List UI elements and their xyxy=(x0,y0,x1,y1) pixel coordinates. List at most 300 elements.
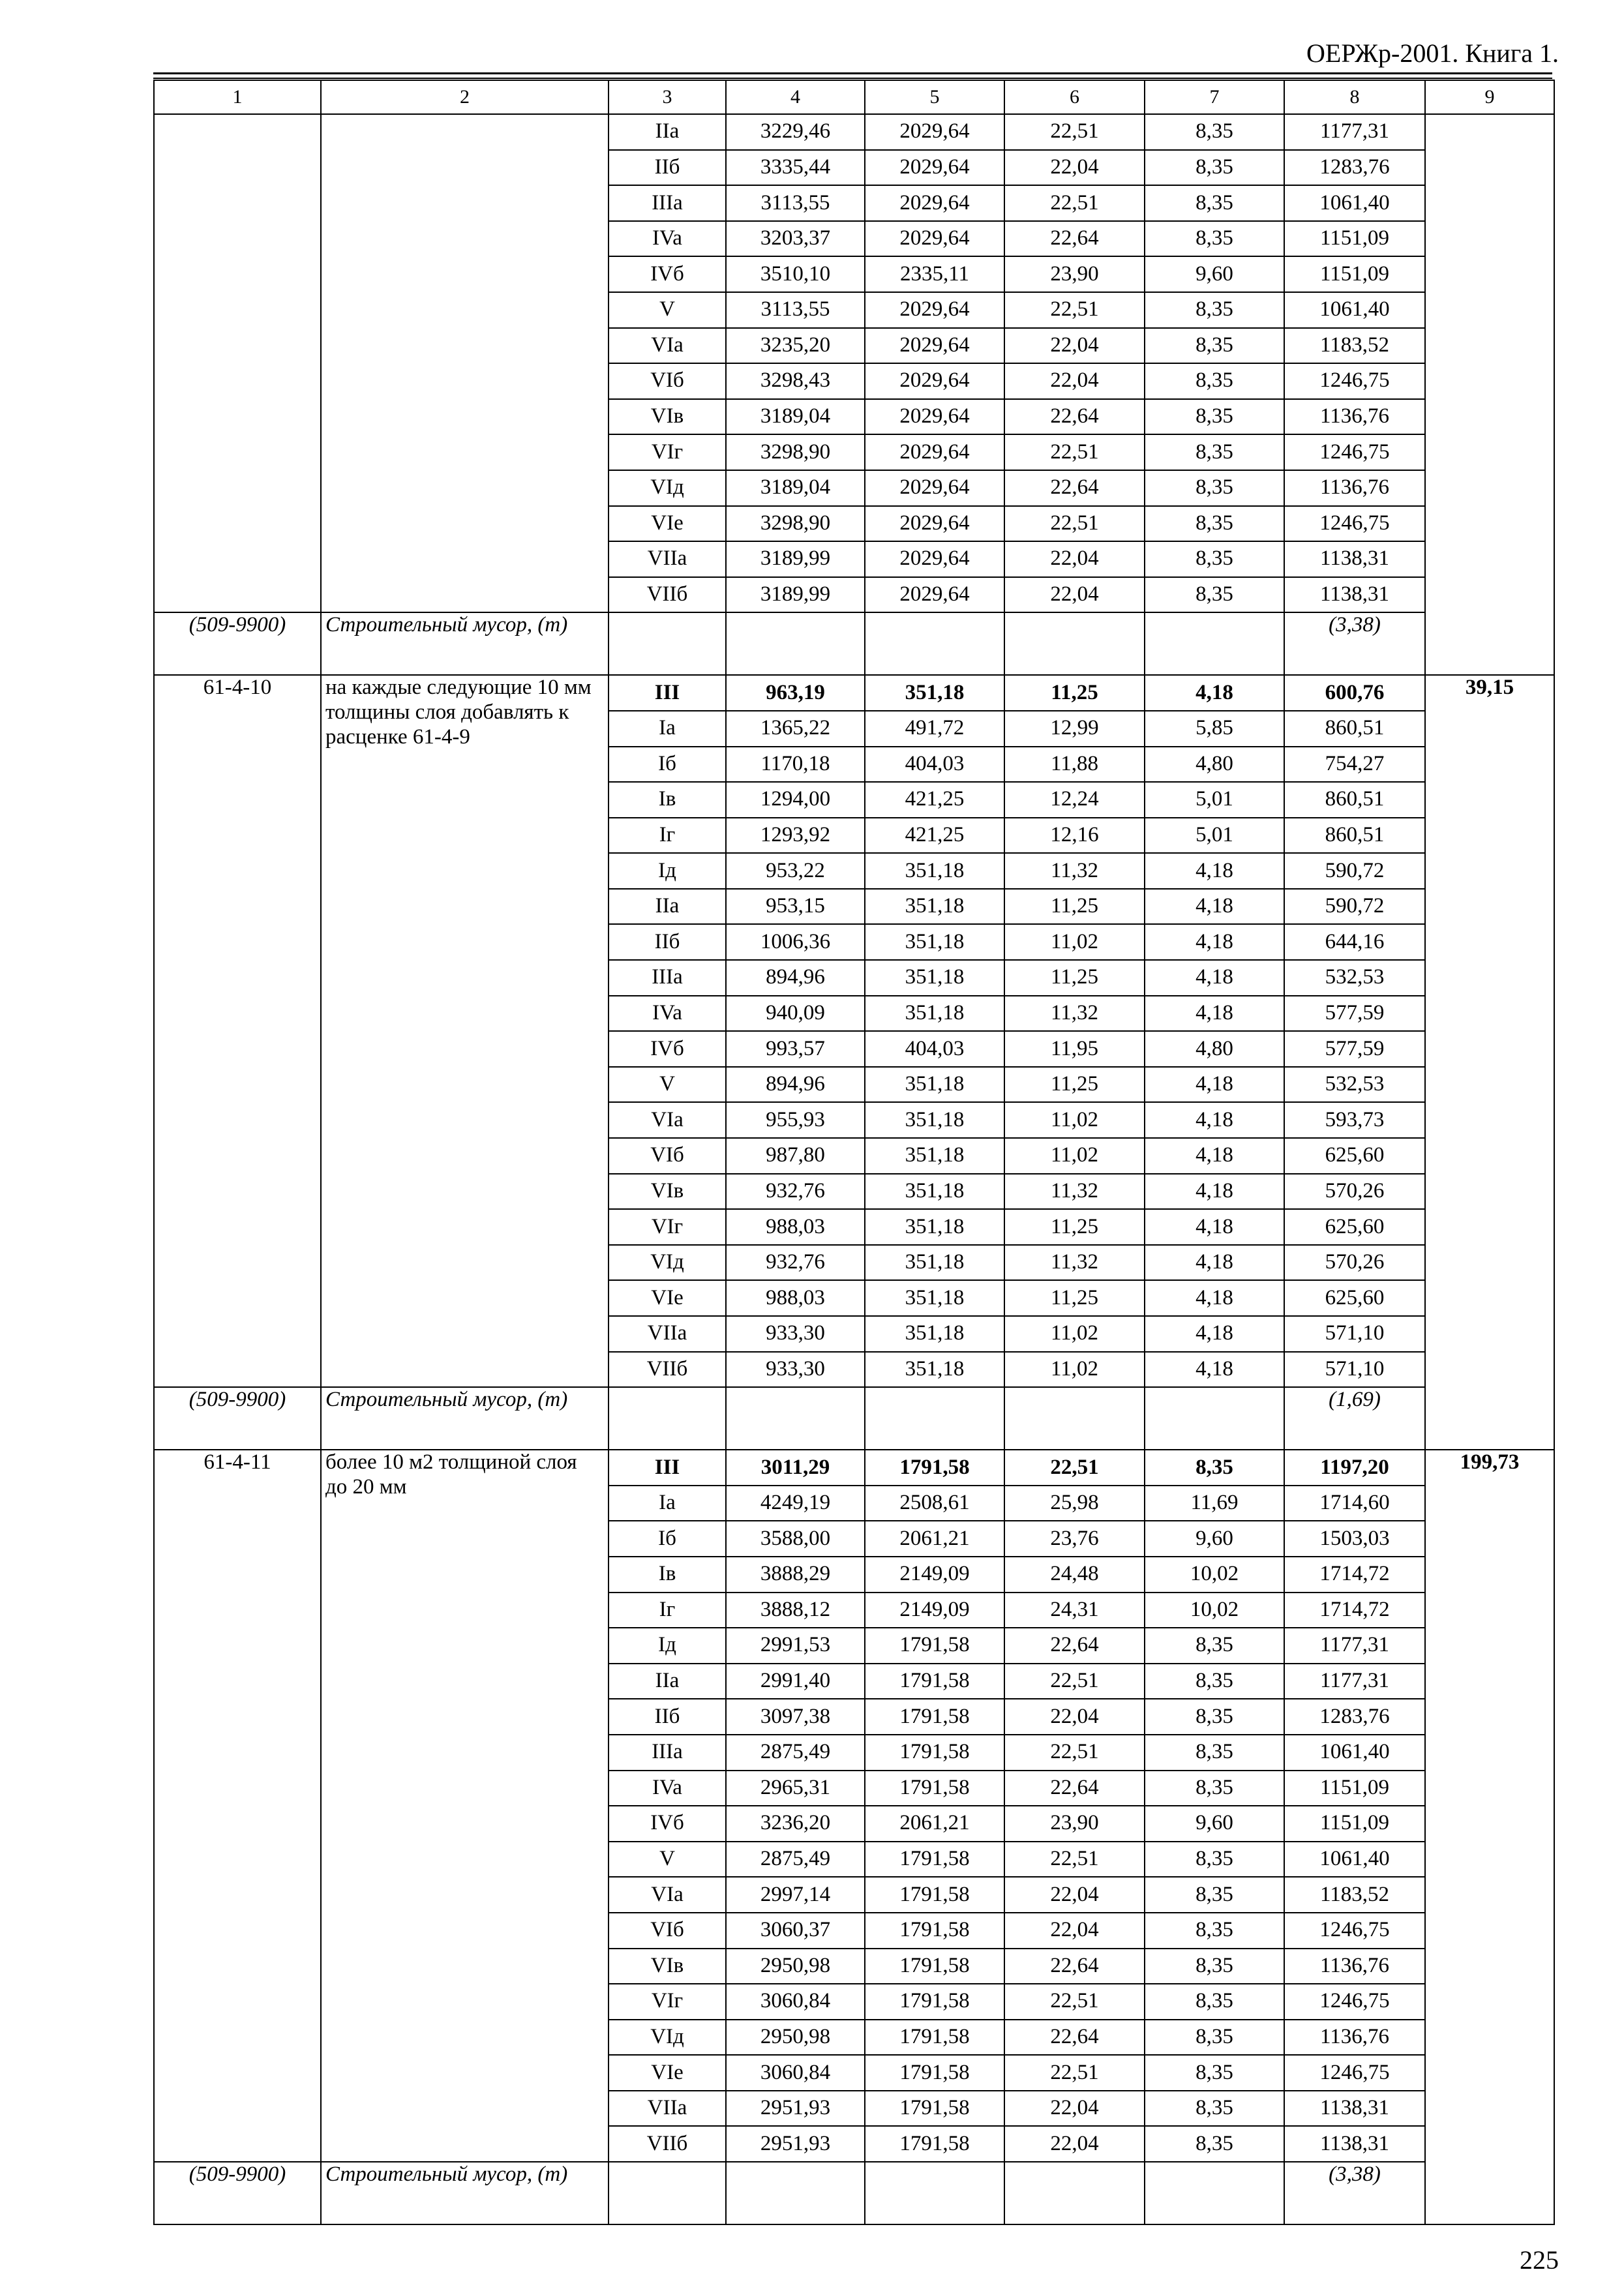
empty-cell xyxy=(1145,612,1284,675)
value-cell: 22,04 xyxy=(1004,363,1145,399)
value-cell: 22,04 xyxy=(1004,328,1145,364)
value-cell: 1791,58 xyxy=(865,2091,1004,2127)
value-cell: 2875,49 xyxy=(726,1735,865,1771)
value-cell: 644,16 xyxy=(1284,924,1425,960)
value-cell: 932,76 xyxy=(726,1245,865,1281)
value-cell: 22,51 xyxy=(1004,506,1145,542)
column-number-row xyxy=(154,80,1554,114)
value-cell: 23,90 xyxy=(1004,1806,1145,1842)
value-cell: 351,18 xyxy=(865,1245,1004,1281)
value-cell: 933,30 xyxy=(726,1316,865,1352)
value-cell: 3298,90 xyxy=(726,506,865,542)
zone-cell: VIг xyxy=(609,1209,726,1245)
value-cell: 1791,58 xyxy=(865,1450,1004,1486)
page-number: 225 xyxy=(1520,2245,1559,2275)
value-cell: 8,35 xyxy=(1145,434,1284,470)
value-cell: 1151,09 xyxy=(1284,1806,1425,1842)
value-cell: 625,60 xyxy=(1284,1209,1425,1245)
value-cell: 4,18 xyxy=(1145,924,1284,960)
value-cell: 22,64 xyxy=(1004,470,1145,506)
value-cell: 22,51 xyxy=(1004,292,1145,328)
zone-cell: Iг xyxy=(609,1593,726,1628)
value-cell: 860,51 xyxy=(1284,711,1425,747)
value-cell: 1061,40 xyxy=(1284,1735,1425,1771)
waste-row xyxy=(154,1387,1554,1450)
zone-cell: V xyxy=(609,292,726,328)
value-cell: 2950,98 xyxy=(726,1949,865,1984)
value-cell: 8,35 xyxy=(1145,399,1284,435)
value-cell: 23,76 xyxy=(1004,1521,1145,1557)
value-cell: 955,93 xyxy=(726,1102,865,1138)
zone-cell: VIIб xyxy=(609,1352,726,1388)
value-cell: 593,73 xyxy=(1284,1102,1425,1138)
value-cell: 23,90 xyxy=(1004,256,1145,292)
waste-label: Строительный мусор, (т) xyxy=(321,1387,609,1450)
value-cell: 2991,53 xyxy=(726,1628,865,1664)
value-cell: 11,25 xyxy=(1004,1280,1145,1316)
value-cell: 8,35 xyxy=(1145,1664,1284,1699)
value-cell: 8,35 xyxy=(1145,2126,1284,2162)
value-cell: 8,35 xyxy=(1145,577,1284,613)
value-cell: 11,25 xyxy=(1004,1067,1145,1103)
zone-cell: IIIa xyxy=(609,1735,726,1771)
zone-cell: III xyxy=(609,1450,726,1486)
value-cell: 3229,46 xyxy=(726,114,865,150)
value-cell: 4,18 xyxy=(1145,1138,1284,1174)
empty-cell xyxy=(1004,1387,1145,1450)
value-cell: 8,35 xyxy=(1145,541,1284,577)
value-cell: 22,04 xyxy=(1004,541,1145,577)
value-cell: 1136,76 xyxy=(1284,470,1425,506)
value-cell: 3335,44 xyxy=(726,150,865,186)
value-cell: 11,25 xyxy=(1004,889,1145,925)
waste-label: Строительный мусор, (т) xyxy=(321,2162,609,2224)
document-header-title: ОЕРЖр-2001. Книга 1. xyxy=(1306,38,1559,68)
rate-description xyxy=(321,114,609,612)
value-cell: 993,57 xyxy=(726,1031,865,1067)
value-cell: 10,02 xyxy=(1145,1557,1284,1593)
zone-cell: VIa xyxy=(609,328,726,364)
value-cell: 11,02 xyxy=(1004,1102,1145,1138)
empty-cell xyxy=(865,2162,1004,2224)
zone-cell: VIг xyxy=(609,1984,726,2020)
header-rule xyxy=(153,72,1552,74)
value-cell: 1791,58 xyxy=(865,1877,1004,1913)
value-cell: 3203,37 xyxy=(726,221,865,257)
zone-cell: IIa xyxy=(609,889,726,925)
waste-value: (3,38) xyxy=(1284,612,1425,675)
column-number: 2 xyxy=(321,80,609,114)
value-cell: 953,15 xyxy=(726,889,865,925)
value-cell: 22,51 xyxy=(1004,1450,1145,1486)
value-cell: 1177,31 xyxy=(1284,1628,1425,1664)
value-cell: 1293,92 xyxy=(726,818,865,854)
zone-cell: VIe xyxy=(609,2055,726,2091)
value-cell: 2149,09 xyxy=(865,1593,1004,1628)
value-cell: 11,02 xyxy=(1004,1138,1145,1174)
value-cell: 3097,38 xyxy=(726,1699,865,1735)
value-cell: 11,25 xyxy=(1004,675,1145,711)
value-cell: 3888,12 xyxy=(726,1593,865,1628)
value-cell: 8,35 xyxy=(1145,506,1284,542)
rates-table-body xyxy=(154,80,1554,2224)
value-cell: 1503,03 xyxy=(1284,1521,1425,1557)
value-cell: 8,35 xyxy=(1145,114,1284,150)
value-cell: 2029,64 xyxy=(865,399,1004,435)
value-cell: 1791,58 xyxy=(865,1664,1004,1699)
value-cell: 8,35 xyxy=(1145,1949,1284,1984)
value-cell: 1791,58 xyxy=(865,1771,1004,1806)
zone-cell: VIв xyxy=(609,399,726,435)
value-cell: 532,53 xyxy=(1284,960,1425,996)
value-cell: 11,02 xyxy=(1004,924,1145,960)
value-cell: 860,51 xyxy=(1284,818,1425,854)
value-cell: 1136,76 xyxy=(1284,399,1425,435)
value-cell: 570,26 xyxy=(1284,1245,1425,1281)
value-cell: 1283,76 xyxy=(1284,150,1425,186)
value-cell: 404,03 xyxy=(865,747,1004,783)
labor-cost-cell: 39,15 xyxy=(1425,675,1554,1450)
rate-description: более 10 м2 толщиной слоя до 20 мм xyxy=(321,1450,609,2162)
value-cell: 1151,09 xyxy=(1284,221,1425,257)
zone-cell: VIб xyxy=(609,363,726,399)
value-cell: 1151,09 xyxy=(1284,256,1425,292)
zone-cell: IIa xyxy=(609,1664,726,1699)
value-cell: 2335,11 xyxy=(865,256,1004,292)
value-cell: 940,09 xyxy=(726,996,865,1032)
value-cell: 22,64 xyxy=(1004,2020,1145,2056)
zone-cell: IVб xyxy=(609,1806,726,1842)
value-cell: 1791,58 xyxy=(865,1628,1004,1664)
value-cell: 2029,64 xyxy=(865,292,1004,328)
value-cell: 22,64 xyxy=(1004,221,1145,257)
value-cell: 22,04 xyxy=(1004,577,1145,613)
zone-cell: VIд xyxy=(609,2020,726,2056)
value-cell: 2029,64 xyxy=(865,185,1004,221)
empty-cell xyxy=(726,612,865,675)
value-cell: 3113,55 xyxy=(726,185,865,221)
value-cell: 8,35 xyxy=(1145,470,1284,506)
value-cell: 1791,58 xyxy=(865,1842,1004,1878)
value-cell: 10,02 xyxy=(1145,1593,1284,1628)
value-cell: 22,51 xyxy=(1004,1735,1145,1771)
value-cell: 8,35 xyxy=(1145,363,1284,399)
value-cell: 590,72 xyxy=(1284,889,1425,925)
rate-code: 61-4-11 xyxy=(154,1450,321,2162)
value-cell: 22,51 xyxy=(1004,2055,1145,2091)
value-cell: 2029,64 xyxy=(865,470,1004,506)
zone-cell: VIIa xyxy=(609,541,726,577)
value-cell: 3189,04 xyxy=(726,470,865,506)
value-cell: 2061,21 xyxy=(865,1521,1004,1557)
value-cell: 351,18 xyxy=(865,1209,1004,1245)
value-cell: 1791,58 xyxy=(865,1735,1004,1771)
value-cell: 3236,20 xyxy=(726,1806,865,1842)
value-cell: 351,18 xyxy=(865,675,1004,711)
value-cell: 22,04 xyxy=(1004,1877,1145,1913)
value-cell: 8,35 xyxy=(1145,2055,1284,2091)
value-cell: 2149,09 xyxy=(865,1557,1004,1593)
value-cell: 8,35 xyxy=(1145,1984,1284,2020)
header-rule-thin xyxy=(153,78,1552,79)
zone-cell: IIa xyxy=(609,114,726,150)
value-cell: 1183,52 xyxy=(1284,1877,1425,1913)
value-cell: 11,95 xyxy=(1004,1031,1145,1067)
value-cell: 2029,64 xyxy=(865,363,1004,399)
zone-cell: IIб xyxy=(609,1699,726,1735)
value-cell: 577,59 xyxy=(1284,1031,1425,1067)
column-number: 7 xyxy=(1145,80,1284,114)
value-cell: 24,31 xyxy=(1004,1593,1145,1628)
zone-cell: VIe xyxy=(609,506,726,542)
value-cell: 4,18 xyxy=(1145,675,1284,711)
value-cell: 570,26 xyxy=(1284,1174,1425,1210)
value-cell: 1714,72 xyxy=(1284,1557,1425,1593)
value-cell: 351,18 xyxy=(865,1067,1004,1103)
value-cell: 1791,58 xyxy=(865,2020,1004,2056)
column-number: 6 xyxy=(1004,80,1145,114)
value-cell: 8,35 xyxy=(1145,1450,1284,1486)
value-cell: 2029,64 xyxy=(865,506,1004,542)
value-cell: 2951,93 xyxy=(726,2091,865,2127)
zone-cell: VIIб xyxy=(609,577,726,613)
value-cell: 4,18 xyxy=(1145,1102,1284,1138)
value-cell: 8,35 xyxy=(1145,1735,1284,1771)
waste-code: (509-9900) xyxy=(154,612,321,675)
empty-cell xyxy=(865,612,1004,675)
rate-code xyxy=(154,114,321,612)
value-cell: 1177,31 xyxy=(1284,1664,1425,1699)
value-cell: 1177,31 xyxy=(1284,114,1425,150)
value-cell: 1138,31 xyxy=(1284,541,1425,577)
table-row xyxy=(154,1450,1554,1486)
zone-cell: IVa xyxy=(609,1771,726,1806)
value-cell: 9,60 xyxy=(1145,256,1284,292)
zone-cell: IIIa xyxy=(609,185,726,221)
zone-cell: VIд xyxy=(609,470,726,506)
value-cell: 8,35 xyxy=(1145,2020,1284,2056)
waste-code: (509-9900) xyxy=(154,1387,321,1450)
table-row xyxy=(154,675,1554,711)
value-cell: 1714,72 xyxy=(1284,1593,1425,1628)
value-cell: 351,18 xyxy=(865,1316,1004,1352)
value-cell: 3060,37 xyxy=(726,1913,865,1949)
waste-row xyxy=(154,2162,1554,2224)
value-cell: 5,85 xyxy=(1145,711,1284,747)
value-cell: 1197,20 xyxy=(1284,1450,1425,1486)
waste-label: Строительный мусор, (т) xyxy=(321,612,609,675)
value-cell: 4,80 xyxy=(1145,1031,1284,1067)
zone-cell: Iд xyxy=(609,853,726,889)
zone-cell: VIб xyxy=(609,1913,726,1949)
value-cell: 3060,84 xyxy=(726,1984,865,2020)
value-cell: 5,01 xyxy=(1145,818,1284,854)
value-cell: 4,18 xyxy=(1145,853,1284,889)
value-cell: 4249,19 xyxy=(726,1486,865,1521)
value-cell: 9,60 xyxy=(1145,1806,1284,1842)
value-cell: 1136,76 xyxy=(1284,2020,1425,2056)
zone-cell: IVa xyxy=(609,996,726,1032)
value-cell: 4,18 xyxy=(1145,960,1284,996)
column-number: 9 xyxy=(1425,80,1554,114)
labor-cost-cell xyxy=(1425,114,1554,675)
rates-table xyxy=(153,80,1555,2225)
value-cell: 3588,00 xyxy=(726,1521,865,1557)
value-cell: 24,48 xyxy=(1004,1557,1145,1593)
value-cell: 860,51 xyxy=(1284,782,1425,818)
zone-cell: IVa xyxy=(609,221,726,257)
value-cell: 932,76 xyxy=(726,1174,865,1210)
value-cell: 988,03 xyxy=(726,1280,865,1316)
value-cell: 8,35 xyxy=(1145,1628,1284,1664)
zone-cell: VIe xyxy=(609,1280,726,1316)
value-cell: 2029,64 xyxy=(865,541,1004,577)
value-cell: 4,18 xyxy=(1145,1067,1284,1103)
zone-cell: Ia xyxy=(609,1486,726,1521)
value-cell: 2997,14 xyxy=(726,1877,865,1913)
value-cell: 2508,61 xyxy=(865,1486,1004,1521)
value-cell: 351,18 xyxy=(865,1280,1004,1316)
zone-cell: Ia xyxy=(609,711,726,747)
value-cell: 2951,93 xyxy=(726,2126,865,2162)
value-cell: 4,18 xyxy=(1145,1245,1284,1281)
zone-cell: IVб xyxy=(609,256,726,292)
value-cell: 8,35 xyxy=(1145,1771,1284,1806)
value-cell: 11,69 xyxy=(1145,1486,1284,1521)
value-cell: 4,18 xyxy=(1145,1352,1284,1388)
column-number: 4 xyxy=(726,80,865,114)
value-cell: 1791,58 xyxy=(865,2126,1004,2162)
value-cell: 1714,60 xyxy=(1284,1486,1425,1521)
zone-cell: VIв xyxy=(609,1949,726,1984)
value-cell: 2029,64 xyxy=(865,114,1004,150)
value-cell: 351,18 xyxy=(865,1352,1004,1388)
value-cell: 1246,75 xyxy=(1284,434,1425,470)
value-cell: 2029,64 xyxy=(865,434,1004,470)
zone-cell: V xyxy=(609,1842,726,1878)
value-cell: 351,18 xyxy=(865,960,1004,996)
zone-cell: VIa xyxy=(609,1102,726,1138)
value-cell: 9,60 xyxy=(1145,1521,1284,1557)
value-cell: 351,18 xyxy=(865,1174,1004,1210)
value-cell: 22,04 xyxy=(1004,1913,1145,1949)
value-cell: 11,88 xyxy=(1004,747,1145,783)
value-cell: 2875,49 xyxy=(726,1842,865,1878)
zone-cell: Iб xyxy=(609,1521,726,1557)
column-number: 8 xyxy=(1284,80,1425,114)
value-cell: 11,32 xyxy=(1004,996,1145,1032)
value-cell: 421,25 xyxy=(865,782,1004,818)
zone-cell: VIв xyxy=(609,1174,726,1210)
value-cell: 22,04 xyxy=(1004,150,1145,186)
column-number: 5 xyxy=(865,80,1004,114)
value-cell: 590,72 xyxy=(1284,853,1425,889)
value-cell: 3298,90 xyxy=(726,434,865,470)
value-cell: 351,18 xyxy=(865,853,1004,889)
rate-code: 61-4-10 xyxy=(154,675,321,1387)
value-cell: 8,35 xyxy=(1145,1842,1284,1878)
value-cell: 1170,18 xyxy=(726,747,865,783)
value-cell: 2991,40 xyxy=(726,1664,865,1699)
zone-cell: IIIa xyxy=(609,960,726,996)
value-cell: 8,35 xyxy=(1145,221,1284,257)
value-cell: 1365,22 xyxy=(726,711,865,747)
value-cell: 8,35 xyxy=(1145,185,1284,221)
value-cell: 1283,76 xyxy=(1284,1699,1425,1735)
value-cell: 11,02 xyxy=(1004,1316,1145,1352)
value-cell: 2061,21 xyxy=(865,1806,1004,1842)
value-cell: 1791,58 xyxy=(865,1913,1004,1949)
value-cell: 22,04 xyxy=(1004,1699,1145,1735)
value-cell: 577,59 xyxy=(1284,996,1425,1032)
zone-cell: IVб xyxy=(609,1031,726,1067)
empty-cell xyxy=(1145,1387,1284,1450)
value-cell: 22,04 xyxy=(1004,2126,1145,2162)
value-cell: 1061,40 xyxy=(1284,185,1425,221)
value-cell: 22,64 xyxy=(1004,1949,1145,1984)
zone-cell: Iв xyxy=(609,782,726,818)
empty-cell xyxy=(726,1387,865,1450)
value-cell: 8,35 xyxy=(1145,150,1284,186)
zone-cell: VIIa xyxy=(609,2091,726,2127)
value-cell: 22,51 xyxy=(1004,1984,1145,2020)
empty-cell xyxy=(609,1387,726,1450)
value-cell: 22,04 xyxy=(1004,2091,1145,2127)
value-cell: 2029,64 xyxy=(865,328,1004,364)
value-cell: 11,32 xyxy=(1004,1174,1145,1210)
zone-cell: VIг xyxy=(609,434,726,470)
empty-cell xyxy=(1004,612,1145,675)
value-cell: 351,18 xyxy=(865,996,1004,1032)
value-cell: 4,80 xyxy=(1145,747,1284,783)
value-cell: 4,18 xyxy=(1145,1316,1284,1352)
value-cell: 3298,43 xyxy=(726,363,865,399)
value-cell: 3189,04 xyxy=(726,399,865,435)
value-cell: 1006,36 xyxy=(726,924,865,960)
value-cell: 22,64 xyxy=(1004,1628,1145,1664)
rate-description: на каждые следующие 10 мм толщины слоя добавлять к расценке 61-4-9 xyxy=(321,675,609,1387)
empty-cell xyxy=(1145,2162,1284,2224)
value-cell: 894,96 xyxy=(726,1067,865,1103)
zone-cell: Iг xyxy=(609,818,726,854)
value-cell: 3888,29 xyxy=(726,1557,865,1593)
value-cell: 11,02 xyxy=(1004,1352,1145,1388)
value-cell: 12,16 xyxy=(1004,818,1145,854)
value-cell: 3113,55 xyxy=(726,292,865,328)
value-cell: 8,35 xyxy=(1145,1699,1284,1735)
empty-cell xyxy=(609,2162,726,2224)
waste-row xyxy=(154,612,1554,675)
table-row xyxy=(154,114,1554,150)
value-cell: 532,53 xyxy=(1284,1067,1425,1103)
value-cell: 3189,99 xyxy=(726,577,865,613)
value-cell: 625,60 xyxy=(1284,1138,1425,1174)
zone-cell: Iб xyxy=(609,747,726,783)
value-cell: 600,76 xyxy=(1284,675,1425,711)
zone-cell: VIIa xyxy=(609,1316,726,1352)
value-cell: 491,72 xyxy=(865,711,1004,747)
empty-cell xyxy=(1004,2162,1145,2224)
value-cell: 1061,40 xyxy=(1284,1842,1425,1878)
value-cell: 3011,29 xyxy=(726,1450,865,1486)
value-cell: 1791,58 xyxy=(865,1949,1004,1984)
value-cell: 2029,64 xyxy=(865,150,1004,186)
value-cell: 11,25 xyxy=(1004,960,1145,996)
value-cell: 3060,84 xyxy=(726,2055,865,2091)
zone-cell: III xyxy=(609,675,726,711)
value-cell: 22,51 xyxy=(1004,434,1145,470)
value-cell: 404,03 xyxy=(865,1031,1004,1067)
